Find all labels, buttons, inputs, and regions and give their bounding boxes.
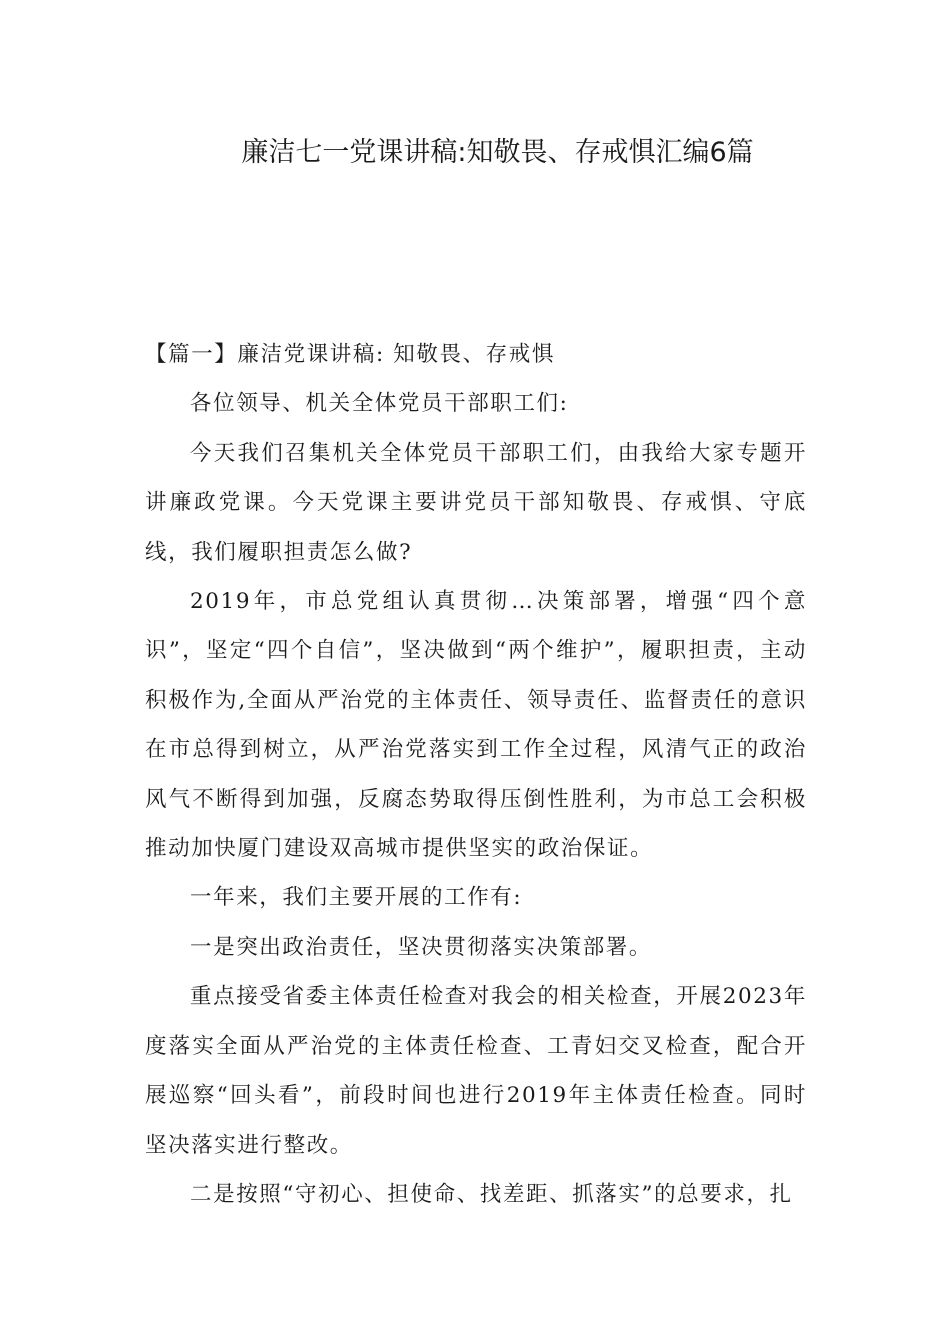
body-paragraph: 二是按照“守初心、担使命、找差距、抓落实”的总要求，扎 [190, 1181, 793, 1207]
body-paragraph: 一年来，我们主要开展的工作有: [190, 885, 523, 911]
section-heading: 【篇一】廉洁党课讲稿: 知敬畏、存戒惧 [145, 342, 555, 367]
page-title: 廉洁七一党课讲稿:知敬畏、存戒惧汇编6篇 [241, 137, 754, 168]
body-paragraph: 今天我们召集机关全体党员干部职工们，由我给大家专题开讲廉政党课。今天党课主要讲党员干部知敬畏、存戒惧、守底线，我们履职担责怎么做? [145, 440, 807, 565]
body-paragraph: 2019年，市总党组认真贯彻…决策部署，增强“四个意识”，坚定“四个自信”，坚决做到“两个维护”，履职担责，主动积极作为,全面从严治党的主体责任、领导责任、监督责任的意识在市总得到树立，从严治党落实到工作全过程，风清气正的政治风气不断得到加强，反腐态势取得压倒性胜利，为市总工会积极推动加快厦门建设双高城市提供坚实的政治保证。 [145, 589, 807, 862]
body-paragraph: 重点接受省委主体责任检查对我会的相关检查，开展2023年度落实全面从严治党的主体责任检查、工青妇交叉检查，配合开展巡察“回头看”，前段时间也进行2019年主体责任检查。同时坚决落实进行整改。 [145, 984, 807, 1158]
body-paragraph: 一是突出政治责任，坚决贯彻落实决策部署。 [190, 934, 653, 960]
salutation-paragraph: 各位领导、机关全体党员干部职工们: [190, 391, 569, 417]
document-body [145, 330, 807, 1219]
